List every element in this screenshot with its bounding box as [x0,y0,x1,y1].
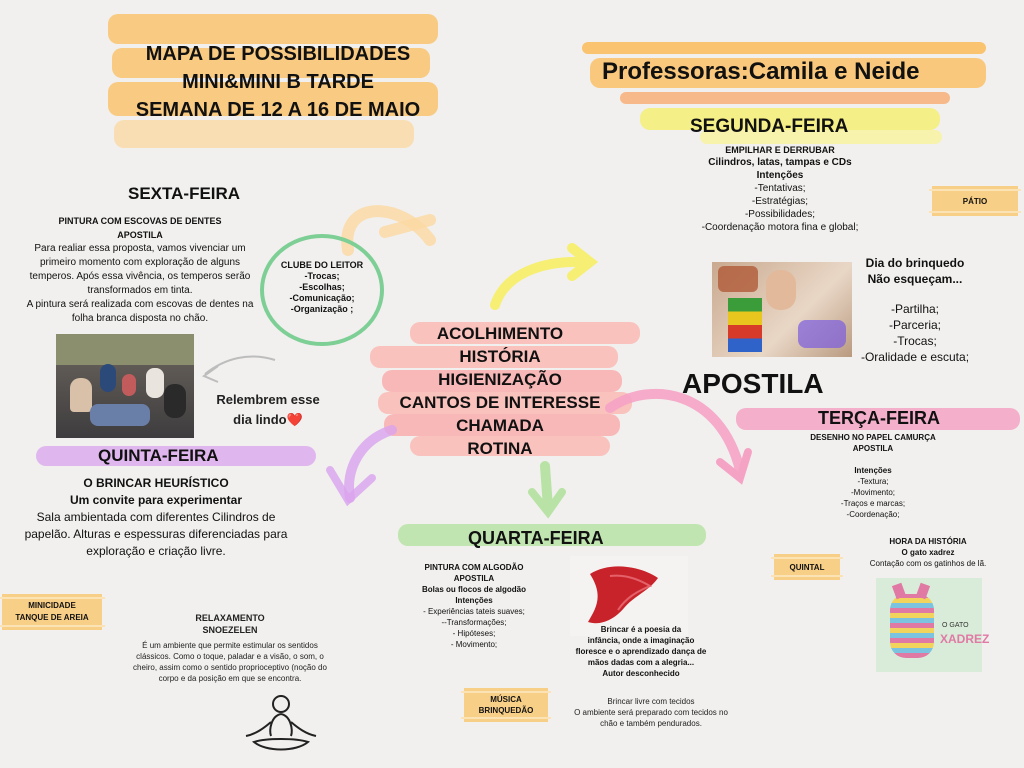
free-play-box [556,696,746,729]
friday-title: SEXTA-FEIRA [128,184,241,203]
monday-line1: EMPILHAR E DERRUBAR [725,145,835,155]
monday-title: SEGUNDA-FEIRA [690,116,849,137]
remember-text [200,390,336,430]
reader-club-item: -Trocas; [304,271,340,281]
wednesday-line1: PINTURA COM ALGODÃO [424,563,524,572]
quote-author: Autor desconhecido [602,669,680,678]
tuesday-item: -Textura; [857,477,889,486]
thursday-line1: O BRINCAR HEURÍSTICO [83,476,229,490]
quintal-tag-label: QUINTAL [789,562,825,572]
musica-tag-line2: BRINQUEDÃO [478,706,534,715]
apostila-heading: APOSTILA [682,368,824,399]
wednesday-title: QUARTA-FEIRA [468,528,604,548]
story-book: O gato xadrez [901,548,955,557]
wednesday-item: - Hipóteses; [452,629,496,638]
monday-item: -Possibilidades; [744,209,816,220]
reader-club-item: -Escolhas; [299,282,345,292]
thursday-desc: exploração e criação livre. [86,544,226,558]
relax-sub: SNOEZELEN [202,625,258,635]
story-box [858,536,998,569]
meditation-icon [236,692,326,758]
routine-item: CANTOS DE INTERESSE [399,393,601,412]
quote-line: mãos dadas com a alegria... [587,658,695,667]
story-desc: Contação com os gatinhos de lã. [869,559,987,568]
monday-item: -Estratégias; [751,196,809,207]
quintal-tag [774,554,840,580]
routine-item: ACOLHIMENTO [436,324,564,343]
friday-line1: PINTURA COM ESCOVAS DE DENTES [58,216,222,226]
thursday-title: QUINTA-FEIRA [98,446,219,465]
quote-line: infância, onde a imaginação [587,636,695,645]
toy-day-line2: Não esqueçam... [867,272,963,286]
friday-desc: temperos. Após essa vivência, os temperos serão [29,271,251,282]
relax-desc: clássicos. Como o toque, paladar e a visão, o som, o [136,652,324,661]
thursday-desc: papelão. Alturas e espessuras diferenciadas para [24,527,288,541]
book-label-b: XADREZ [940,632,990,646]
reader-club-item: -Organização ; [290,304,354,314]
relax-box [110,612,350,684]
tuesday-item: -Movimento; [850,488,895,497]
musica-tag [464,688,548,722]
relax-title: RELAXAMENTO [195,613,265,623]
monday-item: -Tentativas; [754,183,806,194]
story-title: HORA DA HISTÓRIA [889,537,967,546]
reader-club-item: -Comunicação; [289,293,355,303]
tuesday-line3: Intenções [854,466,892,475]
free-play-line: chão e também pendurados. [600,719,702,728]
friday-line2: APOSTILA [117,230,163,240]
quote-box [566,624,716,679]
tuesday-line1: DESENHO NO PAPEL CAMURÇA [810,433,936,442]
book-label-a: O GATO [942,622,969,629]
remember-line1: Relembrem esse [216,392,320,407]
minicidade-tag-line2: TANQUE DE AREIA [15,613,89,622]
monday-content [680,145,880,234]
classroom-photo [56,334,194,438]
teachers-title: Professoras:Camila e Neide [602,58,920,85]
wednesday-item: - Movimento; [450,640,498,649]
friday-desc: folha branca disposta no chão. [71,313,209,324]
wednesday-line3: Bolas ou flocos de algodão [421,585,526,594]
toy-item: -Trocas; [893,334,937,348]
routine-item: CHAMADA [456,416,544,435]
friday-desc: transformados em tinta. [87,285,193,296]
tuesday-item: -Coordenação; [846,510,900,519]
quote-line: floresce e o aprendizado dança de [575,647,707,656]
title-line-2: MINI&MINI B TARDE [182,71,374,93]
thursday-desc: Sala ambientada com diferentes Cilindros de [36,510,276,524]
title-line-3: SEMANA DE 12 A 16 DE MAIO [135,99,421,121]
musica-tag-line1: MÚSICA [490,695,522,704]
book-cover [876,578,990,672]
toys-photo [712,262,852,357]
free-play-line: Brincar livre com tecidos [607,697,695,706]
tuesday-title: TERÇA-FEIRA [818,408,940,428]
wednesday-content [404,562,544,650]
toy-item: -Parceria; [888,318,941,332]
reader-club-title: CLUBE DO LEITOR [280,260,364,270]
toy-item: -Oralidade e escuta; [860,350,970,364]
friday-desc: Para realiar essa proposta, vamos vivenciar um [34,243,246,254]
monday-item: -Coordenação motora fina e global; [701,222,859,233]
wednesday-item: - Experiências tateis suaves; [423,607,525,616]
friday-content [12,214,268,326]
relax-desc: corpo e da posição em que se encontra. [158,674,302,683]
toy-day-box [856,255,974,365]
wednesday-line4: Intenções [455,596,493,605]
wednesday-item: --Transformações; [441,618,507,627]
minicidade-tag-line1: MINICIDADE [28,601,76,610]
toy-day-line1: Dia do brinquedo [865,256,965,270]
remember-line2: dia lindo❤️ [233,412,303,427]
wednesday-line2: APOSTILA [453,574,495,583]
patio-tag [932,186,1018,216]
quote-line: Brincar é a poesia da [600,625,682,634]
routine-item: HIGIENIZAÇÃO [438,370,562,389]
relax-desc: É um ambiente que permite estimular os sentidos [142,641,318,650]
monday-line2: Cilindros, latas, tampas e CDs [708,157,852,168]
main-title [118,40,438,124]
monday-line3: Intenções [756,170,804,181]
friday-desc: A pintura será realizada com escovas de dentes na [26,299,254,310]
patio-tag-label: PÁTIO [962,196,988,206]
relax-desc: cheiro, assim como o sentido proprioceptivo (noção do [133,663,327,672]
title-line-1: MAPA DE POSSIBILIDADES [145,43,411,65]
center-routine [380,322,620,460]
free-play-line: O ambiente será preparado com tecidos no [574,708,728,717]
thursday-content [6,475,306,560]
routine-item: ROTINA [467,439,533,458]
routine-item: HISTÓRIA [459,347,541,366]
minicidade-tag [2,594,102,630]
tuesday-line2: APOSTILA [852,444,894,453]
friday-desc: primeiro momento com exploração de alguns [39,257,241,268]
tuesday-item: -Traços e marcas; [840,499,906,508]
reader-club [270,260,374,315]
thursday-line2: Um convite para experimentar [69,493,243,507]
tuesday-content [800,432,946,520]
toy-item: -Partilha; [890,302,940,316]
